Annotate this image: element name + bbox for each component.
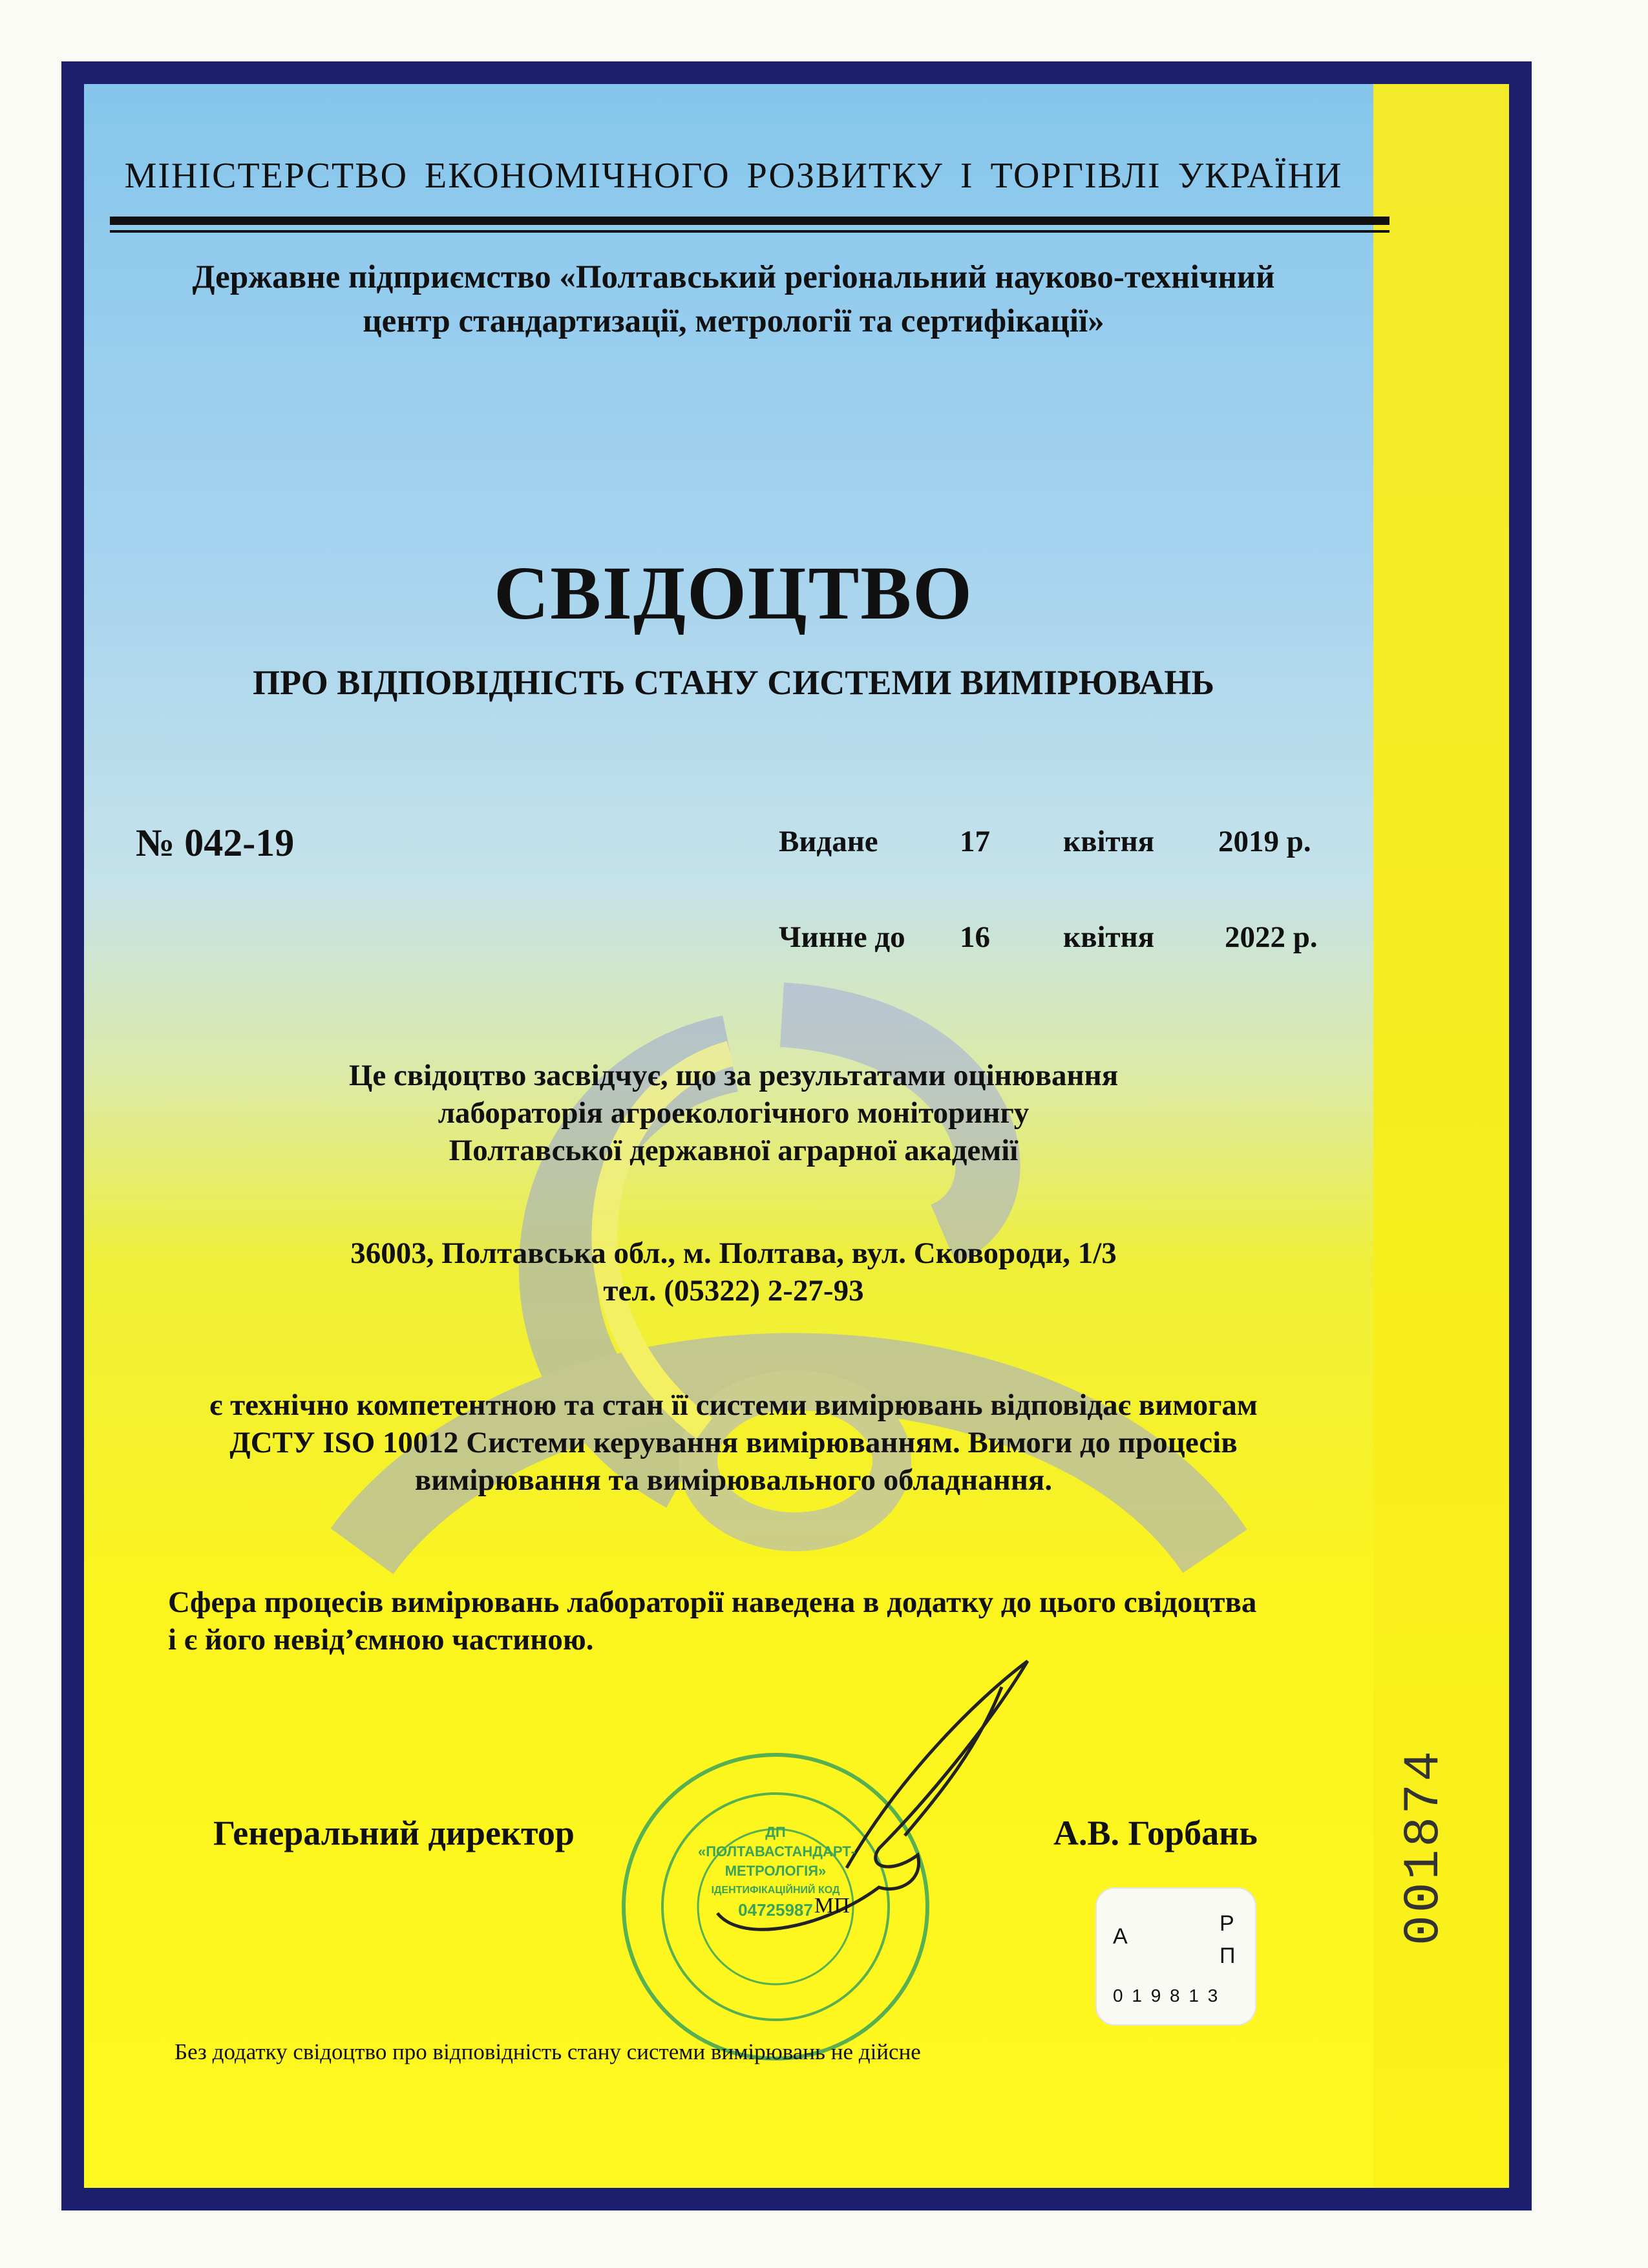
- address-line-1: 36003, Полтавська обл., м. Полтава, вул. Сковороди, 1/3: [350, 1236, 1117, 1270]
- stamp-line-1: ДП: [765, 1824, 786, 1840]
- hologram-label: [1095, 1887, 1256, 2026]
- statement-line-2: лабораторія агроекологічного моніторингу: [438, 1096, 1030, 1130]
- statement-line-1: Це свідоцтво засвідчує, що за результатами оцінювання: [348, 1059, 1119, 1092]
- certificate-frame: [61, 61, 1532, 2210]
- signatory-position: Генеральний директор: [213, 1814, 575, 1852]
- issued-year: 2019 р.: [1218, 825, 1311, 858]
- enterprise-line-1: Державне підприємство «Полтавський регіональний науково-технічний: [192, 259, 1275, 295]
- header-rule-thick: [110, 217, 1389, 225]
- valid-until-year: 2022 р.: [1225, 920, 1318, 954]
- issued-label: Видане: [779, 825, 878, 858]
- ministry-header: МІНІСТЕРСТВО ЕКОНОМІЧНОГО РОЗВИТКУ І ТОРГІВЛІ УКРАЇНИ: [124, 156, 1343, 196]
- stamp-code: 04725987: [738, 1900, 813, 1920]
- certificate-body: [84, 84, 1509, 2188]
- address-phone: тел. (05322) 2-27-93: [603, 1274, 864, 1308]
- scope-block: [168, 1584, 1383, 1659]
- statement-block: [84, 1057, 1383, 1169]
- compliance-line-2: ДСТУ ISO 10012 Системи керування вимірюванням. Вимоги до процесів: [229, 1426, 1238, 1459]
- document-title: СВІДОЦТВО: [494, 551, 973, 635]
- scope-line-1: Сфера процесів вимірювань лабораторії наведена в додатку до цього свідоцтва: [168, 1585, 1257, 1619]
- header-rule-thin: [110, 230, 1389, 233]
- compliance-block: [84, 1386, 1383, 1499]
- compliance-line-1: є технічно компетентною та стан її системи вимірювань відповідає вимогам: [209, 1388, 1258, 1422]
- certificate-number: № 042-19: [136, 821, 295, 864]
- valid-until-month: квітня: [1063, 920, 1155, 954]
- scope-line-2: і є його невід’ємною частиною.: [168, 1623, 594, 1657]
- hologram-letter-a: А: [1113, 1924, 1128, 1949]
- stamp-line-2: «ПОЛТАВАСТАНДАРТ-: [698, 1843, 856, 1860]
- hologram-letter-r: Р: [1220, 1911, 1234, 1936]
- document-subtitle: ПРО ВІДПОВІДНІСТЬ СТАНУ СИСТЕМИ ВИМІРЮВАНЬ: [253, 663, 1214, 702]
- issued-day: 17: [960, 825, 990, 858]
- enterprise-line-2: центр стандартизації, метрології та сертифікації»: [363, 303, 1104, 339]
- footer-note: Без додатку свідоцтво про відповідність стану системи вимірювань не дійсне: [174, 2039, 921, 2064]
- seal-mark: МП: [814, 1894, 850, 1918]
- address-block: [84, 1235, 1383, 1309]
- serial-number: 001874: [1396, 1748, 1453, 1945]
- statement-line-3: Полтавської державної аграрної академії: [449, 1134, 1019, 1167]
- valid-until-day: 16: [960, 920, 990, 954]
- hologram-number: 0 1 9 8 1 3: [1113, 1986, 1220, 2006]
- signatory-name: А.В. Горбань: [1053, 1814, 1258, 1852]
- stamp-line-4: ІДЕНТИФІКАЦІЙНИЙ КОД: [711, 1885, 840, 1896]
- stamp-line-3: МЕТРОЛОГІЯ»: [724, 1863, 827, 1879]
- valid-until-label: Чинне до: [779, 920, 905, 954]
- issued-month: квітня: [1063, 825, 1155, 858]
- issuing-enterprise: [84, 255, 1383, 343]
- compliance-line-3: вимірювання та вимірювального обладнання.: [414, 1463, 1053, 1497]
- hologram-letter-p: П: [1220, 1944, 1236, 1968]
